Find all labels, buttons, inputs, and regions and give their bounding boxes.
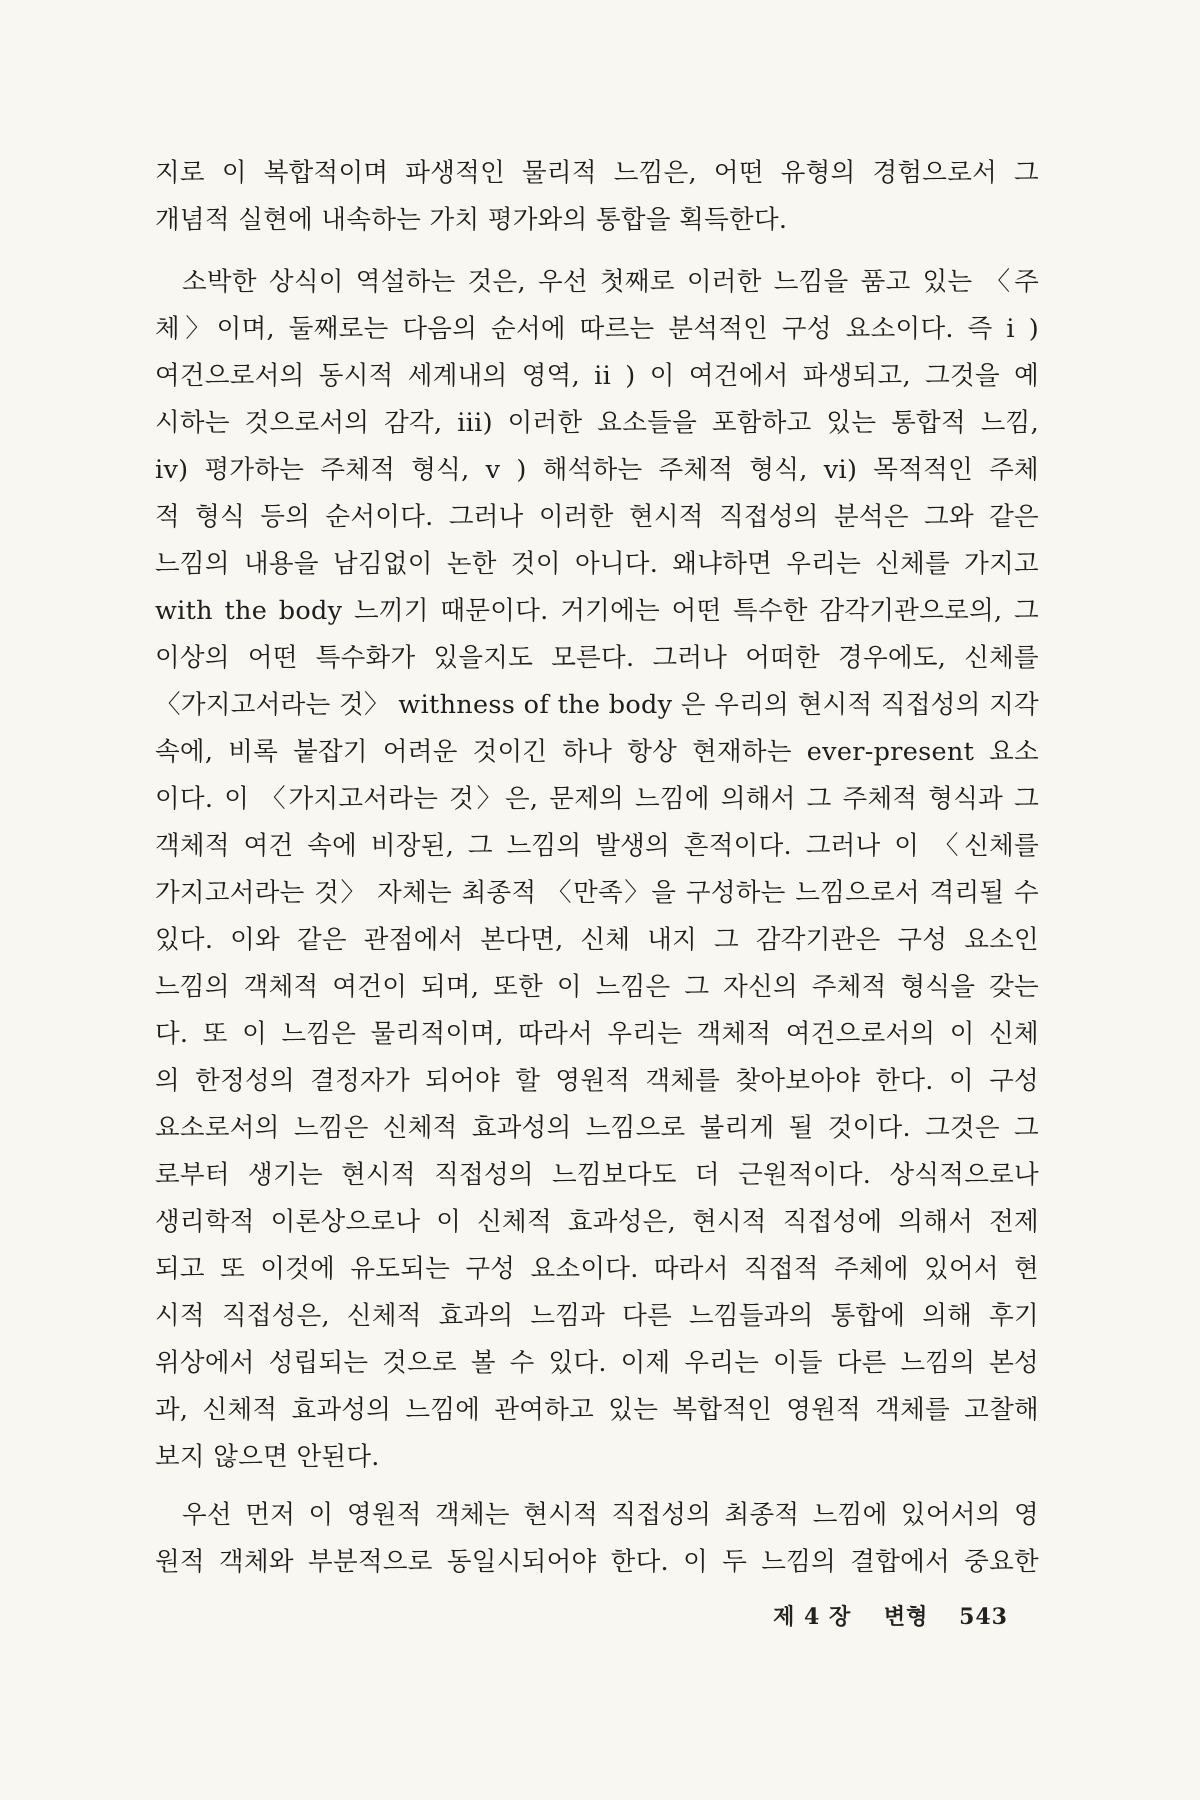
body-text: [155, 150, 1039, 1586]
text-line: 개념적 실현에 내속하는 가치 평가와의 통합을 획득한다.: [155, 205, 788, 235]
text-line: 이상의 어떤 특수화가 있을지도 모른다. 그러나 어떠한 경우에도, 신체를: [155, 643, 1039, 673]
text-line: 위상에서 성립되는 것으로 볼 수 있다. 이제 우리는 이들 다른 느낌의 본성: [155, 1348, 1039, 1378]
text-line: 〈가지고서라는 것〉 withness of the body 은 우리의 현시적 직접성의 지각: [155, 690, 1039, 720]
text-line: 요소로서의 느낌은 신체적 효과성의 느낌으로 불리게 될 것이다. 그것은 그: [155, 1113, 1039, 1143]
text-line: 느낌의 객체적 여건이 되며, 또한 이 느낌은 그 자신의 주체적 형식을 갖는: [155, 972, 1039, 1002]
chapter-label: 제 4 장: [773, 1604, 852, 1630]
section-label: 변형: [883, 1604, 929, 1630]
text-line: iv) 평가하는 주체적 형식, v ) 해석하는 주체적 형식, vi) 목적적인 주체: [155, 455, 1039, 485]
text-line: 소박한 상식이 역설하는 것은, 우선 첫째로 이러한 느낌을 품고 있는 〈주: [182, 267, 1039, 297]
text-line: 과, 신체적 효과성의 느낌에 관여하고 있는 복합적인 영원적 객체를 고찰해: [155, 1395, 1039, 1425]
text-line: 있다. 이와 같은 관점에서 본다면, 신체 내지 그 감각기관은 구성 요소인: [155, 925, 1039, 955]
text-line: 느낌의 내용을 남김없이 논한 것이 아니다. 왜냐하면 우리는 신체를 가지고: [155, 549, 1039, 579]
text-line: 속에, 비록 붙잡기 어려운 것이긴 하나 항상 현재하는 ever-present 요소: [155, 737, 1039, 767]
paragraph-gap: [155, 244, 1039, 259]
text-line: 생리학적 이론상으로나 이 신체적 효과성은, 현시적 직접성에 의해서 전제: [155, 1207, 1039, 1237]
text-line: 되고 또 이것에 유도되는 구성 요소이다. 따라서 직접적 주체에 있어서 현: [155, 1254, 1039, 1284]
page-number: 543: [959, 1604, 1008, 1630]
text-line: 원적 객체와 부분적으로 동일시되어야 한다. 이 두 느낌의 결합에서 중요한: [155, 1547, 1039, 1577]
text-line: 여건으로서의 동시적 세계내의 영역, ii ) 이 여건에서 파생되고, 그것을 예: [155, 361, 1039, 391]
text-line: 적 형식 등의 순서이다. 그러나 이러한 현시적 직접성의 분석은 그와 같은: [155, 502, 1039, 532]
text-line: 객체적 여건 속에 비장된, 그 느낌의 발생의 흔적이다. 그러나 이 〈신체를: [155, 831, 1039, 861]
text-line: 시하는 것으로서의 감각, iii) 이러한 요소들을 포함하고 있는 통합적 느낌,: [155, 408, 1039, 438]
text-line: 의 한정성의 결정자가 되어야 할 영원적 객체를 찾아보아야 한다. 이 구성: [155, 1066, 1039, 1096]
text-line: 체〉이며, 둘째로는 다음의 순서에 따르는 분석적인 구성 요소이다. 즉 i ): [155, 314, 1039, 344]
text-line: 이다. 이 〈가지고서라는 것〉은, 문제의 느낌에 의해서 그 주체적 형식과 그: [155, 784, 1039, 814]
text-line: 우선 먼저 이 영원적 객체는 현시적 직접성의 최종적 느낌에 있어서의 영: [182, 1500, 1039, 1530]
running-footer: [773, 1600, 1008, 1631]
text-line: 지로 이 복합적이며 파생적인 물리적 느낌은, 어떤 유형의 경험으로서 그: [155, 158, 1039, 188]
text-line: 보지 않으면 안된다.: [155, 1442, 380, 1472]
paragraph-gap: [155, 1481, 1039, 1492]
text-line: 로부터 생기는 현시적 직접성의 느낌보다도 더 근원적이다. 상식적으로나: [155, 1160, 1039, 1190]
text-line: with the body 느끼기 때문이다. 거기에는 어떤 특수한 감각기관으로의, 그: [155, 596, 1039, 626]
text-line: 다. 또 이 느낌은 물리적이며, 따라서 우리는 객체적 여건으로서의 이 신체: [155, 1019, 1039, 1049]
text-line: 가지고서라는 것〉 자체는 최종적 〈만족〉을 구성하는 느낌으로서 격리될 수: [155, 878, 1039, 908]
text-line: 시적 직접성은, 신체적 효과의 느낌과 다른 느낌들과의 통합에 의해 후기: [155, 1301, 1039, 1331]
